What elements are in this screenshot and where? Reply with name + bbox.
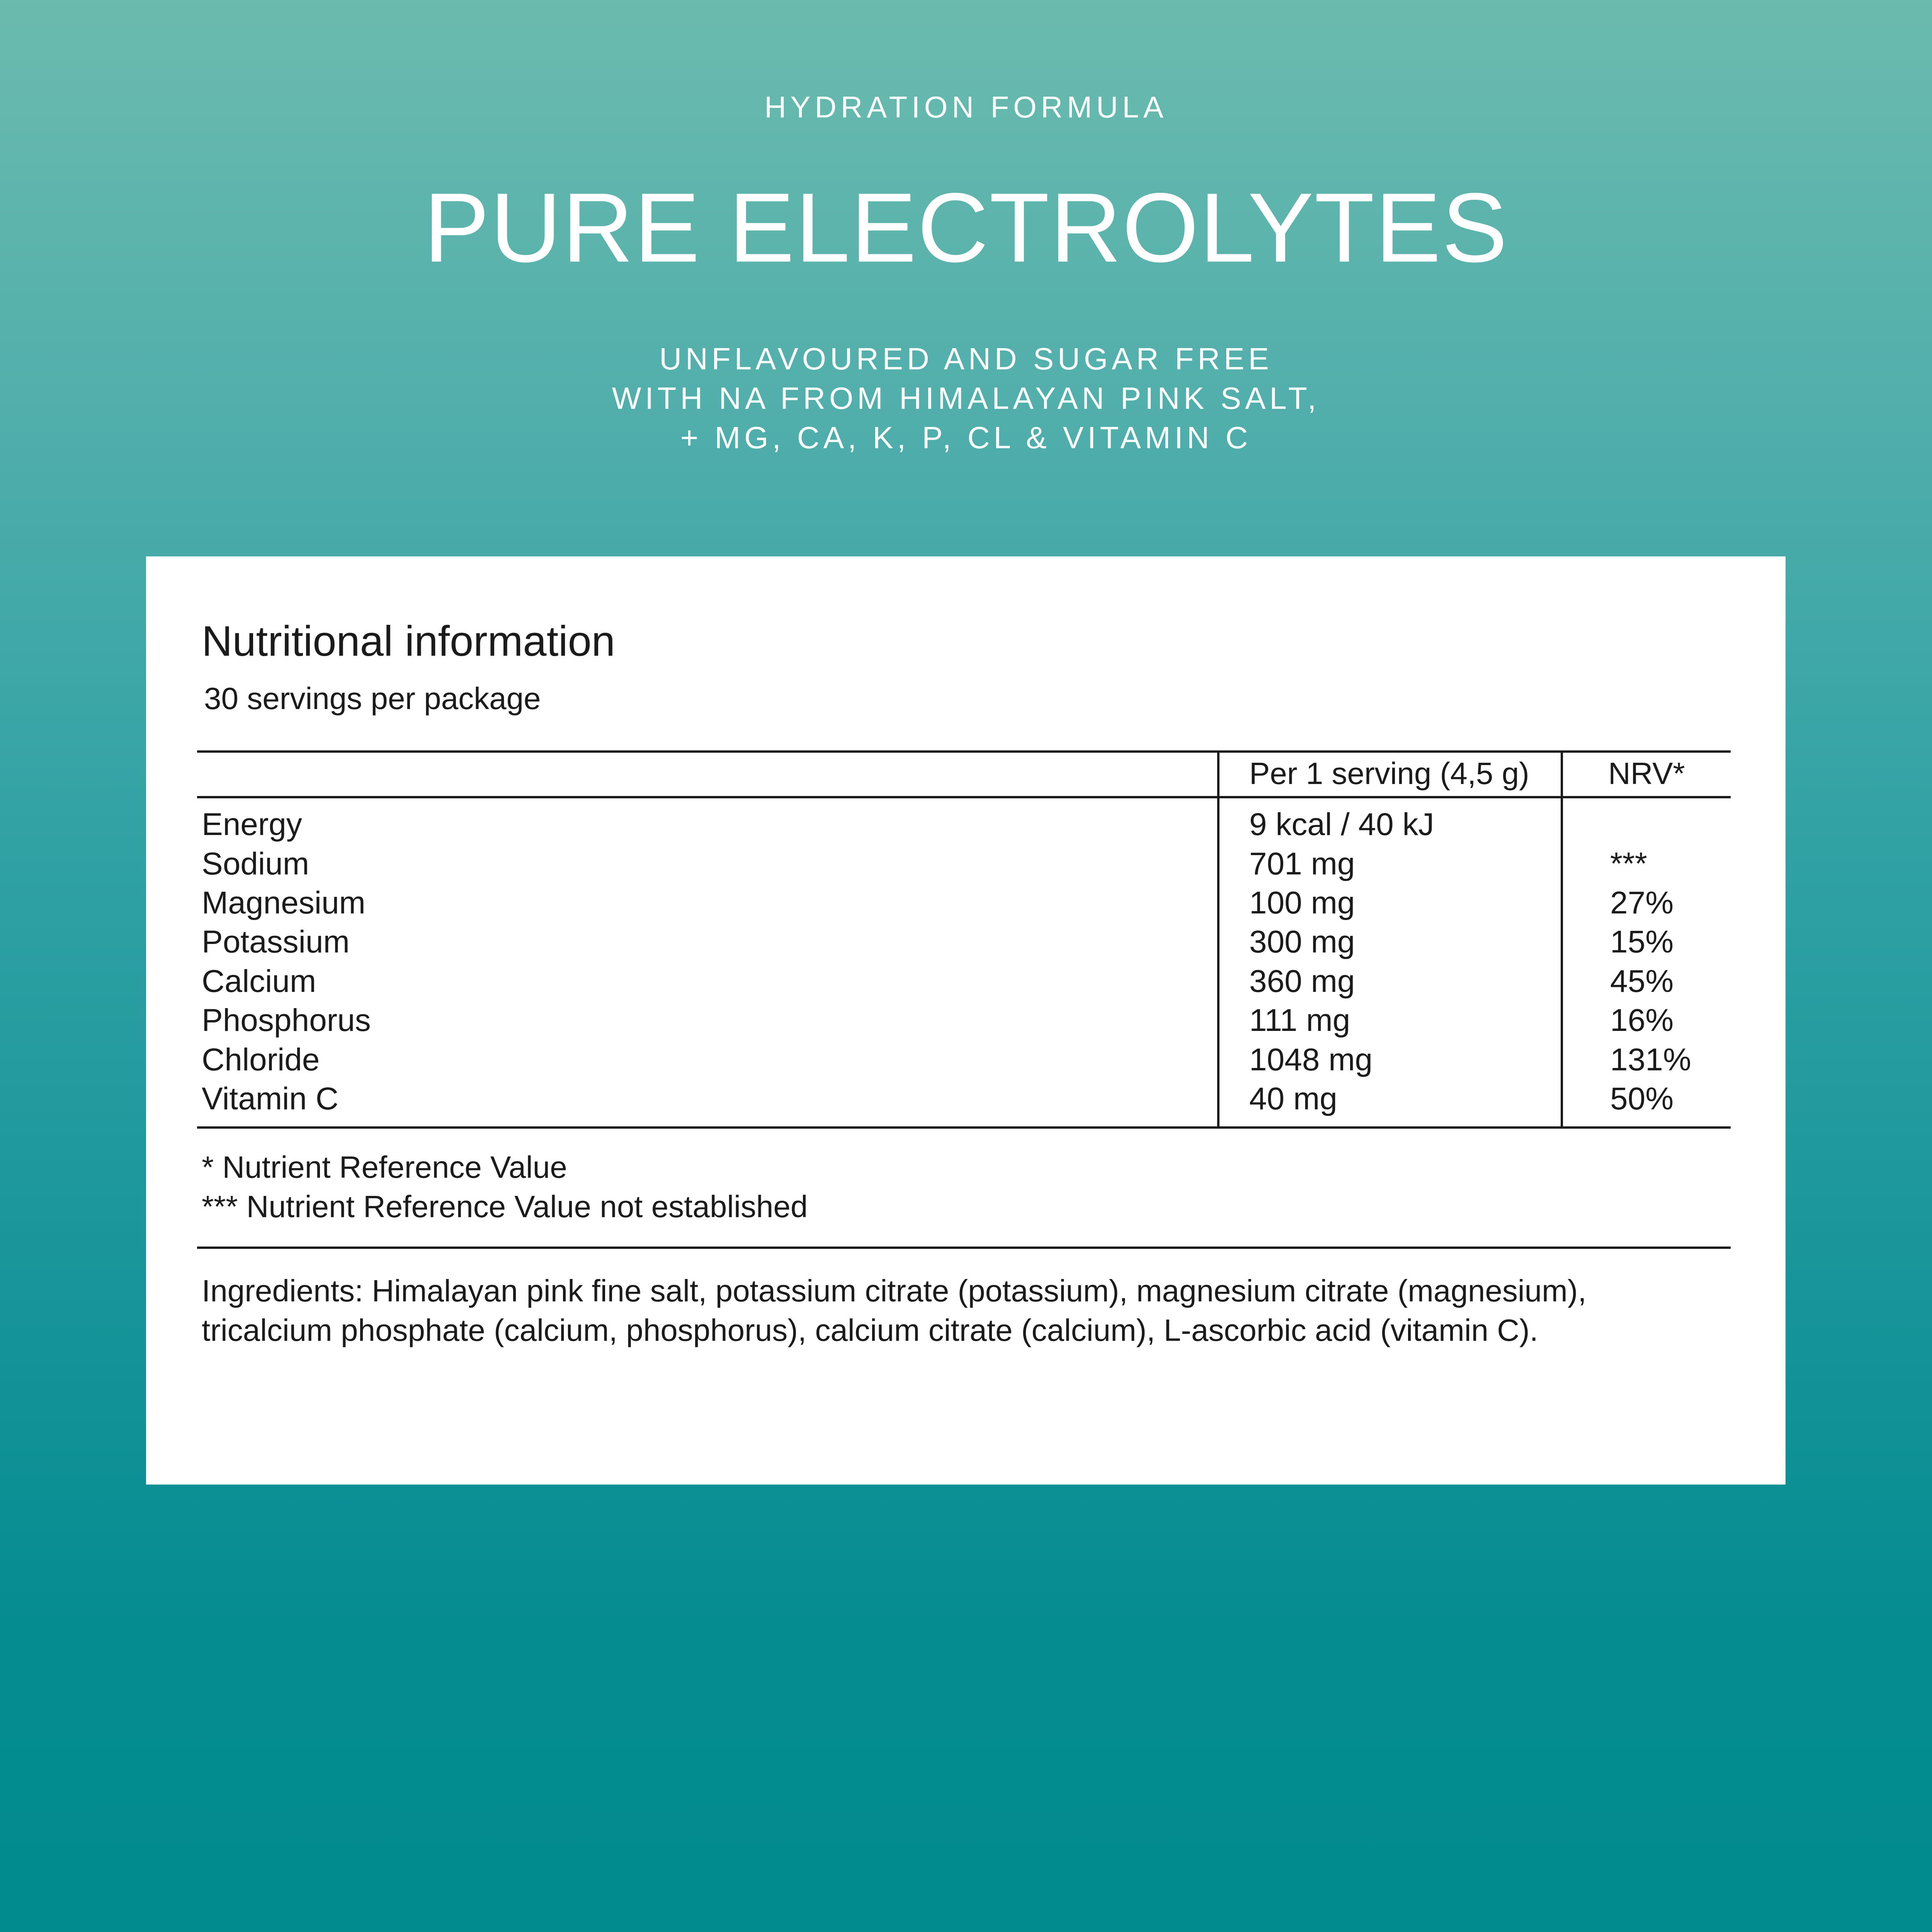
nutrient-name: Potassium	[202, 924, 350, 959]
nutrient-name: Magnesium	[202, 885, 366, 920]
ingredients-rule	[197, 1247, 1731, 1249]
nutrient-amount: 9 kcal / 40 kJ	[1249, 807, 1434, 842]
nutrient-amount: 300 mg	[1249, 924, 1355, 959]
nutrient-amount: 111 mg	[1249, 1003, 1350, 1038]
ingredients-text	[202, 1271, 1747, 1350]
table-row	[146, 844, 1786, 884]
nutrient-amount: 40 mg	[1249, 1081, 1337, 1116]
nutrient-nrv: 131%	[1610, 1042, 1691, 1077]
nutrient-name: Calcium	[202, 964, 316, 999]
nutrient-name: Phosphorus	[202, 1003, 371, 1038]
table-row	[146, 1001, 1786, 1040]
nutrition-title: Nutritional information	[202, 617, 615, 665]
nutrient-name: Energy	[202, 807, 302, 842]
header-bottom-rule	[197, 796, 1731, 798]
subtitle-line: UNFLAVOURED AND SUGAR FREE	[659, 342, 1273, 376]
nutrient-name: Vitamin C	[202, 1081, 338, 1116]
footnote: *** Nutrient Reference Value not established	[202, 1189, 808, 1224]
subtitle-line: + MG, CA, K, P, CL & VITAMIN C	[680, 420, 1252, 455]
table-row	[146, 805, 1786, 844]
table-row	[146, 962, 1786, 1001]
table-bottom-rule	[197, 1126, 1731, 1129]
table-row	[146, 1079, 1786, 1119]
column-header-nrv: NRV*	[1608, 756, 1685, 791]
nutrient-nrv: ***	[1610, 846, 1647, 881]
product-subtitle	[0, 339, 1932, 457]
nutrient-nrv: 15%	[1610, 924, 1674, 959]
table-row	[146, 883, 1786, 923]
nutrient-nrv: 50%	[1610, 1081, 1674, 1116]
nutrient-name: Chloride	[202, 1042, 320, 1077]
table-row	[146, 922, 1786, 962]
nutrient-nrv: 27%	[1610, 885, 1674, 920]
table-top-rule	[197, 750, 1731, 753]
nutrient-nrv: 16%	[1610, 1003, 1674, 1038]
nutrient-amount: 100 mg	[1249, 885, 1355, 920]
nutrient-nrv: 45%	[1610, 964, 1674, 999]
subtitle-line: WITH NA FROM HIMALAYAN PINK SALT,	[612, 381, 1320, 415]
footnote: * Nutrient Reference Value	[202, 1150, 567, 1184]
nutrient-amount: 360 mg	[1249, 964, 1355, 999]
nutrient-amount: 1048 mg	[1249, 1042, 1373, 1077]
column-header-serving: Per 1 serving (4,5 g)	[1249, 756, 1529, 791]
nutrition-card	[146, 556, 1786, 1485]
nutrient-name: Sodium	[202, 846, 310, 881]
ingredients-line: Ingredients: Himalayan pink fine salt, potassium citrate (potassium), magnesium citrate (magnesium),	[202, 1274, 1587, 1308]
ingredients-line: tricalcium phosphate (calcium, phosphorus), calcium citrate (calcium), L-ascorbic acid (vitamin C).	[202, 1313, 1538, 1347]
table-row	[146, 1040, 1786, 1080]
nutrient-amount: 701 mg	[1249, 846, 1355, 881]
eyebrow-label: HYDRATION FORMULA	[764, 90, 1168, 124]
servings-label: 30 servings per package	[204, 681, 541, 716]
product-title: PURE ELECTROLYTES	[423, 173, 1509, 283]
